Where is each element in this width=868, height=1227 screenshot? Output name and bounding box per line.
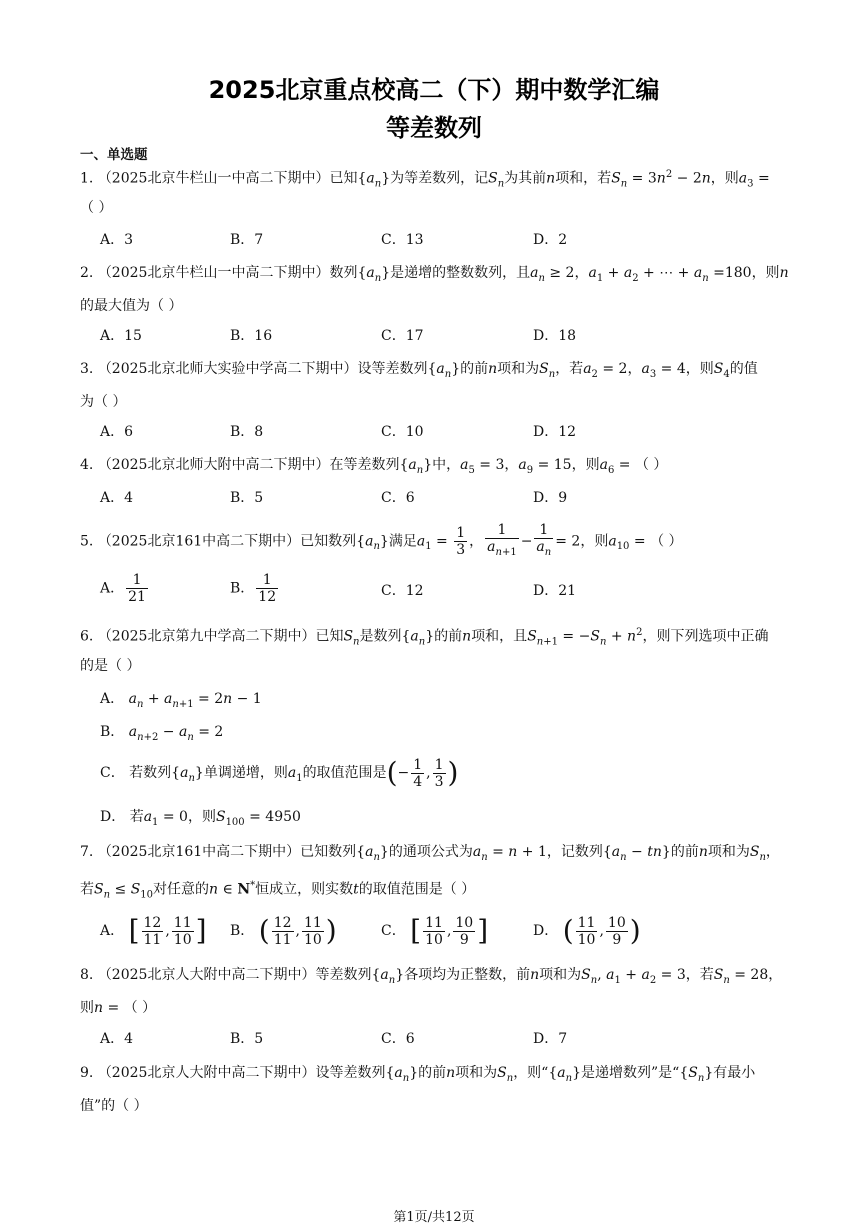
question-4-stem: 4. （2025北京北师大附中高二下期中）在等差数列$\{a_n\}$中，$a_5 = 3$，$a_9 = 15$，则$a_6$ = （ ） (80, 457, 668, 476)
question-8-stem: 8. （2025北京人大附中高二下期中）等差数列$\{a_n\}$各项均为正整数，前n项和为$S_n$, $a_1 + a_2 = 3$，若$S_n = 28$， (80, 967, 783, 986)
question-2-continuation: 的最大值为（ ） (80, 298, 183, 314)
page-footer: 第1页/共12页 (393, 1210, 475, 1225)
option-3a[interactable]: A．6 (100, 424, 134, 440)
option-1a[interactable]: A．3 (100, 232, 134, 248)
option-2d[interactable]: D．18 (533, 328, 577, 344)
option-5c[interactable]: C．12 (381, 583, 424, 599)
option-4a[interactable]: A．4 (100, 490, 134, 506)
question-8-continuation: 则n = （ ） (80, 1000, 157, 1016)
document-subtitle: 等差数列 (386, 114, 482, 142)
question-1-stem: 1. （2025北京牛栏山一中高二下期中）已知$\{a_n\}$为等差数列，记$S_n$为其前n项和，若$S_n = 3n^2 - 2n$，则$a_3$ = (80, 169, 770, 190)
option-6c[interactable]: C． 若数列$\{a_n\}$单调递增，则$a_1$的取值范围是(− $\frac{1}{4}$ , $\frac{1}{3}$ ) (100, 756, 459, 790)
document-title: 2025北京重点校高二（下）期中数学汇编 (208, 76, 660, 104)
option-3d[interactable]: D．12 (533, 424, 577, 440)
option-5a[interactable]: A． $\frac{1}{21}$ (100, 572, 146, 605)
option-1d[interactable]: D．2 (533, 232, 568, 248)
option-8b[interactable]: B．5 (230, 1031, 264, 1047)
question-7-continuation: 若$S_n \le S_{10}$对任意的n ∈ N*恒成立，则实数t的取值范围是（ ） (80, 880, 476, 901)
option-7d[interactable]: D． ( $\frac{11}{10}$ , $\frac{10}{9}$ ) (533, 914, 641, 948)
option-2b[interactable]: B．16 (230, 328, 273, 344)
question-9-continuation: 值”的（ ） (80, 1098, 148, 1114)
option-1c[interactable]: C．13 (381, 232, 424, 248)
option-6d[interactable]: D． 若$a_1 = 0$，则$S_{100} = 4950$ (100, 809, 301, 828)
option-3b[interactable]: B．8 (230, 424, 264, 440)
question-6-continuation: 的是（ ） (80, 658, 141, 674)
option-1b[interactable]: B．7 (230, 232, 264, 248)
question-1-continuation: （ ） (80, 200, 113, 216)
question-9-stem: 9. （2025北京人大附中高二下期中）设等差数列$\{a_n\}$的前n项和为$S_n$，则“$\{a_n\}$是递增数列”是“$\{S_n\}$有最小 (80, 1065, 756, 1084)
option-8d[interactable]: D．7 (533, 1031, 568, 1047)
option-4d[interactable]: D．9 (533, 490, 568, 506)
option-3c[interactable]: C．10 (381, 424, 424, 440)
option-5b[interactable]: B． $\frac{1}{12}$ (230, 572, 277, 605)
option-8c[interactable]: C．6 (381, 1031, 415, 1047)
question-5-stem: 5. （2025北京161中高二下期中）已知数列$\{a_n\}$满足$a_1$ = $\frac{1}{3}$ ， $\frac{1}{a_{n+1}}$ − $\frac{1}{a_n}$ = 2，则$a_{10}$ = （ ） (80, 522, 683, 558)
question-3-stem: 3. （2025北京北师大实验中学高二下期中）设等差数列$\{a_n\}$的前n项和为$S_n$，若$a_2 = 2$，$a_3 = 4$，则$S_4$的值 (80, 361, 758, 380)
option-7a[interactable]: A． [ $\frac{12}{11}$ , $\frac{11}{10}$ ] (100, 914, 207, 948)
option-6a[interactable]: A． $a_n + a_{n+1} = 2n - 1$ (100, 691, 262, 710)
option-2a[interactable]: A．15 (100, 328, 142, 344)
option-5d[interactable]: D．21 (533, 583, 577, 599)
option-8a[interactable]: A．4 (100, 1031, 134, 1047)
question-7-stem: 7. （2025北京161中高二下期中）已知数列$\{a_n\}$的通项公式为$a_n = n + 1$，记数列$\{a_n - tn\}$的前n项和为$S_n$， (80, 844, 780, 863)
question-2-stem: 2. （2025北京牛栏山一中高二下期中）数列$\{a_n\}$是递增的整数数列，且$a_n \ge 2$，$a_1 + a_2$ + ⋯ + $a_n =180$，则n (80, 265, 789, 284)
section-heading: 一、单选题 (80, 147, 148, 163)
option-4c[interactable]: C．6 (381, 490, 415, 506)
question-6-stem: 6. （2025北京第九中学高二下期中）已知$S_n$是数列$\{a_n\}$的前n项和，且$S_{n+1} = -S_n + n^2$，则下列选项中正确 (80, 627, 769, 648)
option-6b[interactable]: B． $a_{n+2} - a_n = 2$ (100, 724, 224, 743)
question-3-continuation: 为（ ） (80, 394, 127, 410)
option-2c[interactable]: C．17 (381, 328, 424, 344)
option-7c[interactable]: C． [ $\frac{11}{10}$ , $\frac{10}{9}$ ] (381, 914, 489, 948)
option-7b[interactable]: B． ( $\frac{12}{11}$ , $\frac{11}{10}$ ) (230, 914, 337, 948)
option-4b[interactable]: B．5 (230, 490, 264, 506)
